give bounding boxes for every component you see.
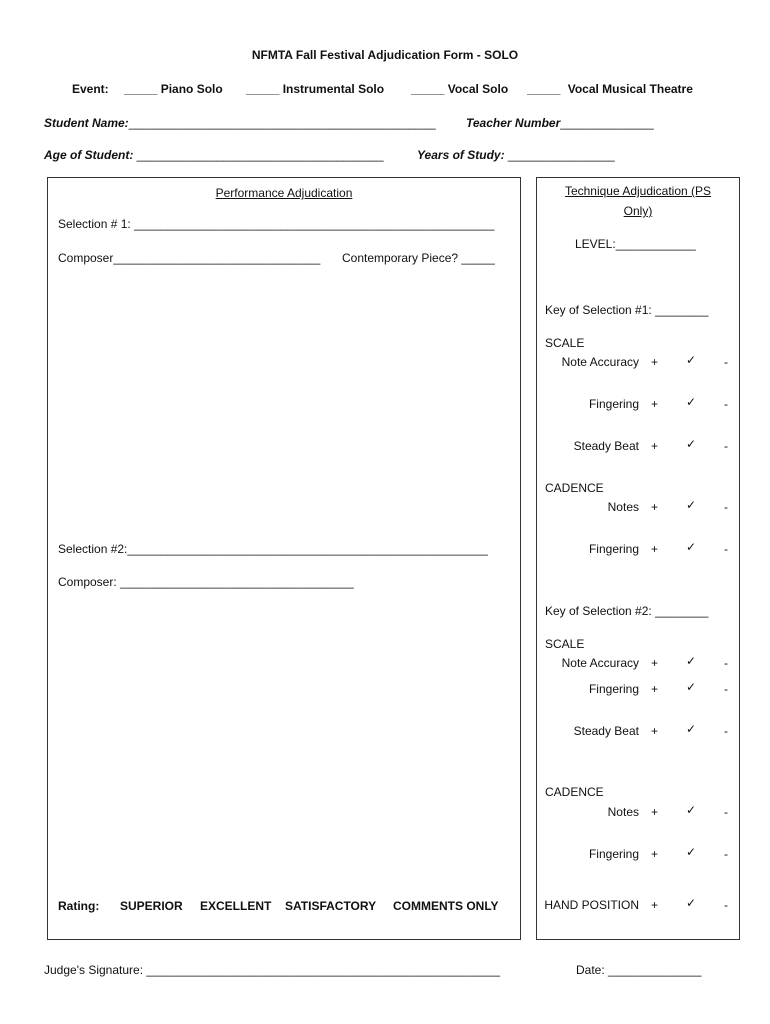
performance-heading: Performance Adjudication — [215, 186, 353, 200]
check-icon[interactable]: ✓ — [686, 498, 697, 512]
composer1-line[interactable]: _______________________________ — [113, 251, 321, 265]
key2-label: Key of Selection #2: — [545, 604, 652, 618]
contemporary-line[interactable]: _____ — [461, 251, 495, 265]
event-blank[interactable]: _____ — [411, 82, 445, 96]
years-of-study-line[interactable]: ________________ — [507, 148, 615, 162]
check-icon[interactable]: ✓ — [686, 680, 697, 694]
age-field[interactable] — [44, 148, 384, 162]
check-icon[interactable]: ✓ — [686, 845, 697, 859]
key1-label: Key of Selection #1: — [545, 303, 652, 317]
minus-mark[interactable]: - — [724, 397, 728, 411]
technique-row-label: Steady Beat — [573, 439, 639, 453]
event-option-label: Instrumental Solo — [282, 82, 385, 96]
form-title: NFMTA Fall Festival Adjudication Form - SOLO — [251, 48, 519, 62]
selection2-label: Selection #2: — [58, 542, 128, 556]
check-icon[interactable]: ✓ — [686, 437, 697, 451]
teacher-number-field[interactable] — [466, 116, 654, 130]
technique-row-label: Steady Beat — [573, 724, 639, 738]
minus-mark[interactable]: - — [724, 805, 728, 819]
judge-signature-line[interactable]: _____________________________________________________ — [146, 963, 501, 977]
selection2-line[interactable]: ______________________________________________________ — [127, 542, 488, 556]
key1-line[interactable]: ________ — [655, 303, 709, 317]
rating-option-superior[interactable]: SUPERIOR — [120, 899, 183, 913]
contemporary-label: Contemporary Piece? — [342, 251, 459, 265]
composer2-field[interactable] — [58, 575, 354, 589]
check-icon[interactable]: ✓ — [686, 654, 697, 668]
technique-row-label: Fingering — [588, 397, 639, 411]
plus-mark[interactable]: + — [651, 439, 659, 453]
event-option-label: Vocal Musical Theatre — [567, 82, 693, 96]
check-icon[interactable]: ✓ — [686, 395, 697, 409]
student-name-label: Student Name: — [44, 116, 129, 130]
event-option-musical-theatre[interactable] — [527, 82, 693, 96]
key2-line[interactable]: ________ — [655, 604, 709, 618]
student-name-line[interactable]: ______________________________________________ — [128, 116, 436, 130]
technique-row-label: Fingering — [588, 542, 639, 556]
plus-mark[interactable]: + — [651, 500, 659, 514]
plus-mark[interactable]: + — [651, 355, 659, 369]
plus-mark[interactable]: + — [651, 847, 659, 861]
minus-mark[interactable]: - — [724, 656, 728, 670]
event-blank[interactable]: _____ — [246, 82, 280, 96]
composer2-line[interactable]: ___________________________________ — [120, 575, 354, 589]
composer1-label: Composer — [58, 251, 114, 265]
check-icon[interactable]: ✓ — [686, 540, 697, 554]
cadence1-label: CADENCE — [545, 481, 604, 495]
composer2-label: Composer: — [58, 575, 117, 589]
technique-row-label: Note Accuracy — [561, 355, 639, 369]
event-option-label: Piano Solo — [160, 82, 223, 96]
check-icon[interactable]: ✓ — [686, 722, 697, 736]
event-option-piano[interactable] — [124, 82, 223, 96]
check-icon[interactable]: ✓ — [686, 353, 697, 367]
plus-mark[interactable]: + — [651, 724, 659, 738]
minus-mark[interactable]: - — [724, 724, 728, 738]
technique-row-label: Fingering — [588, 847, 639, 861]
check-icon[interactable]: ✓ — [686, 896, 697, 910]
selection1-line[interactable]: ______________________________________________________ — [134, 217, 495, 231]
performance-adjudication-box — [47, 177, 521, 940]
technique-row-label: Notes — [607, 805, 639, 819]
technique-heading-line1: Technique Adjudication (PS — [564, 184, 712, 198]
event-option-vocal[interactable] — [411, 82, 508, 96]
technique-adjudication-box — [536, 177, 740, 940]
date-field[interactable] — [576, 963, 701, 977]
selection1-field[interactable] — [58, 217, 494, 231]
age-line[interactable]: _____________________________________ — [136, 148, 384, 162]
key2-field[interactable] — [545, 604, 708, 618]
selection2-field[interactable] — [58, 542, 488, 556]
plus-mark[interactable]: + — [651, 656, 659, 670]
rating-label: Rating: — [58, 899, 100, 913]
rating-option-excellent[interactable]: EXCELLENT — [200, 899, 272, 913]
technique-heading-line2: Only) — [623, 204, 653, 218]
technique-row-label: Notes — [607, 500, 639, 514]
minus-mark[interactable]: - — [724, 439, 728, 453]
technique-row-label: HAND POSITION — [544, 898, 639, 912]
minus-mark[interactable]: - — [724, 542, 728, 556]
rating-option-comments-only[interactable]: COMMENTS ONLY — [393, 899, 499, 913]
minus-mark[interactable]: - — [724, 682, 728, 696]
rating-option-satisfactory[interactable]: SATISFACTORY — [285, 899, 377, 913]
selection1-label: Selection # 1: — [58, 217, 131, 231]
years-of-study-field[interactable] — [417, 148, 615, 162]
scale1-label: SCALE — [545, 336, 585, 350]
scale2-label: SCALE — [545, 637, 585, 651]
cadence2-label: CADENCE — [545, 785, 604, 799]
composer1-field[interactable] — [58, 251, 320, 265]
date-label: Date: — [576, 963, 605, 977]
event-option-instrumental[interactable] — [246, 82, 384, 96]
age-label: Age of Student: — [44, 148, 134, 162]
plus-mark[interactable]: + — [651, 805, 659, 819]
teacher-number-label: Teacher Number — [466, 116, 561, 130]
plus-mark[interactable]: + — [651, 397, 659, 411]
years-of-study-label: Years of Study: — [417, 148, 505, 162]
judge-signature-field[interactable] — [44, 963, 500, 977]
plus-mark[interactable]: + — [651, 898, 659, 912]
event-option-label: Vocal Solo — [447, 82, 509, 96]
judge-signature-label: Judge's Signature: — [44, 963, 144, 977]
key1-field[interactable] — [545, 303, 708, 317]
contemporary-field[interactable] — [342, 251, 495, 265]
level-label: LEVEL: — [575, 237, 616, 251]
level-field[interactable] — [575, 237, 696, 251]
technique-row-label: Note Accuracy — [561, 656, 639, 670]
event-blank[interactable]: _____ — [527, 82, 561, 96]
check-icon[interactable]: ✓ — [686, 803, 697, 817]
minus-mark[interactable]: - — [724, 898, 728, 912]
teacher-number-line[interactable]: ______________ — [560, 116, 654, 130]
minus-mark[interactable]: - — [724, 500, 728, 514]
minus-mark[interactable]: - — [724, 355, 728, 369]
plus-mark[interactable]: + — [651, 542, 659, 556]
plus-mark[interactable]: + — [651, 682, 659, 696]
minus-mark[interactable]: - — [724, 847, 728, 861]
technique-row-label: Fingering — [588, 682, 639, 696]
event-blank[interactable]: _____ — [124, 82, 158, 96]
level-line[interactable]: ____________ — [615, 237, 696, 251]
event-label: Event: — [72, 82, 109, 96]
student-name-field[interactable] — [44, 116, 436, 130]
date-line[interactable]: ______________ — [608, 963, 702, 977]
